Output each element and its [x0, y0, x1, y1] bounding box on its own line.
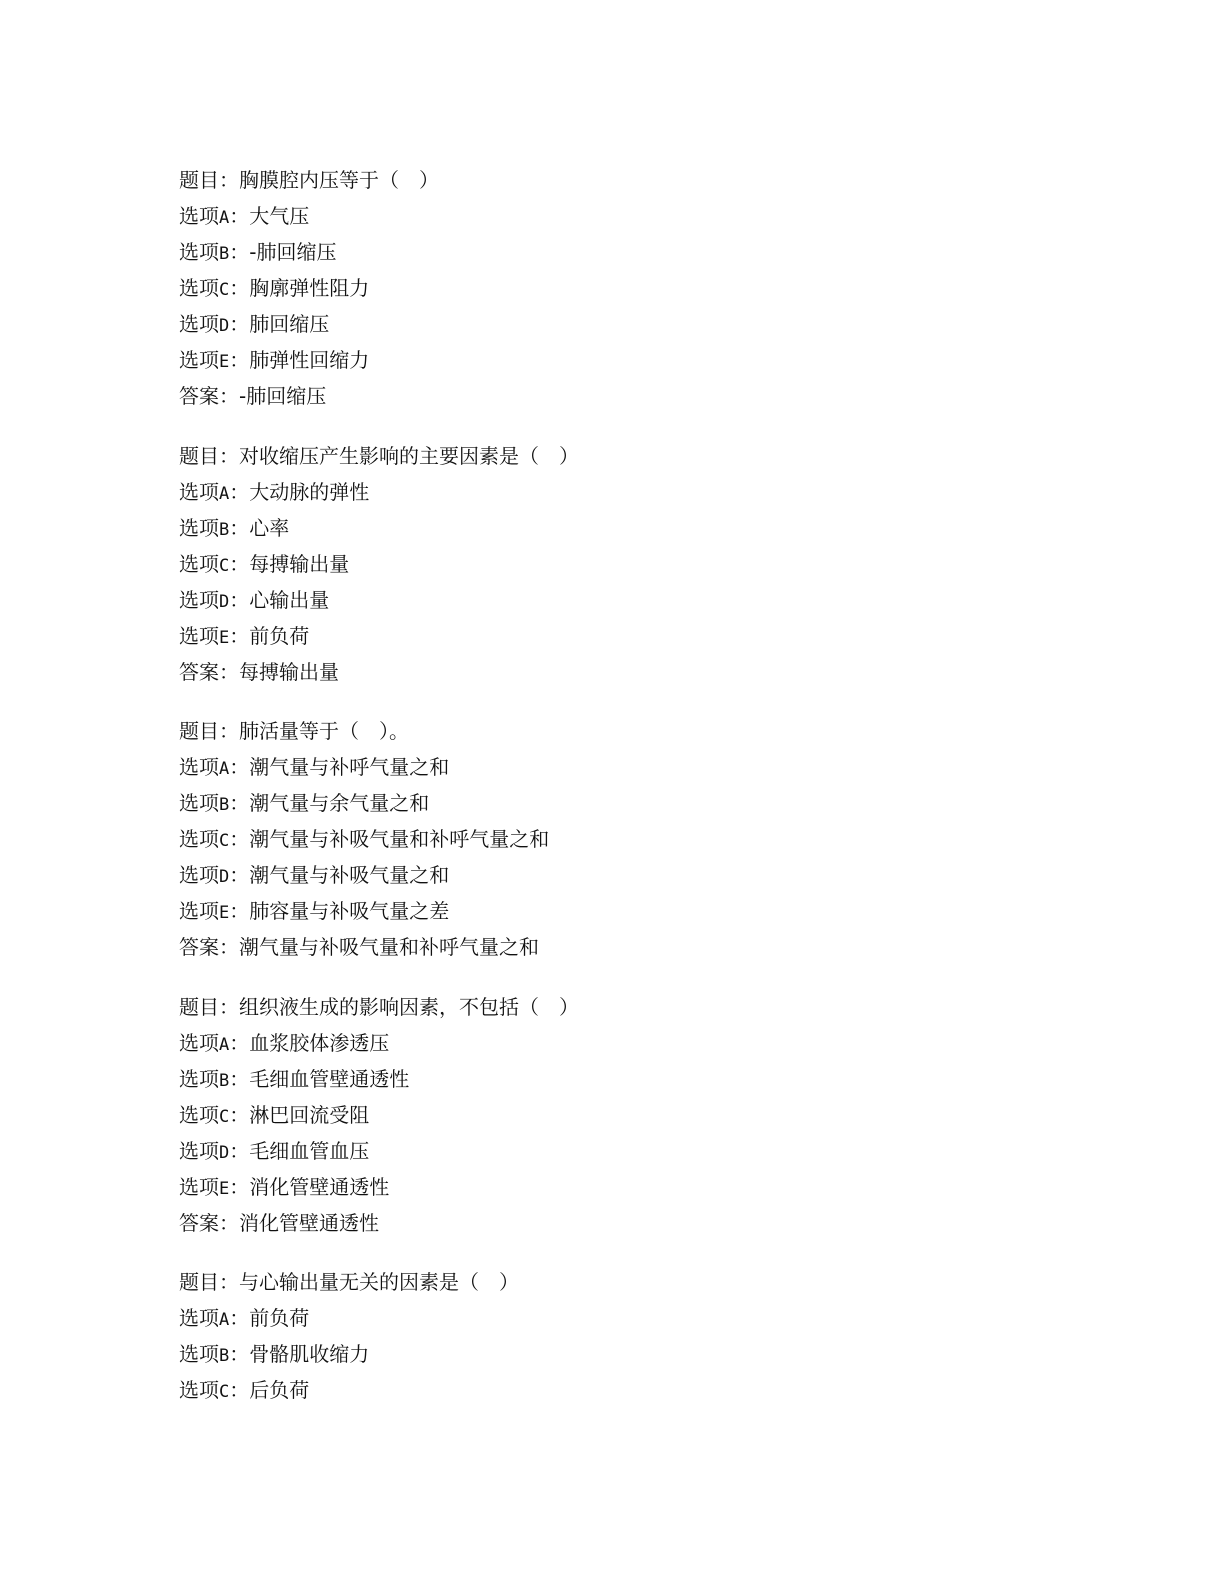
option-line — [179, 234, 1159, 270]
question-text: 肺活量等于（ ）。 — [239, 719, 409, 743]
answer-line — [179, 654, 1159, 690]
option-line — [179, 1169, 1159, 1205]
option-line — [179, 342, 1159, 378]
option-prefix: 选项 — [179, 240, 219, 264]
question-label: 题目： — [179, 719, 239, 743]
question-block — [179, 438, 1159, 690]
option-text: 潮气量与补吸气量之和 — [249, 863, 450, 887]
option-text: 淋巴回流受阻 — [249, 1102, 370, 1127]
option-text: 毛细血管血压 — [249, 1138, 370, 1163]
option-sep: ： — [229, 1306, 250, 1330]
option-letter: D — [219, 591, 230, 612]
option-text: 大动脉的弹性 — [249, 479, 370, 504]
option-line — [179, 582, 1159, 618]
option-sep: ： — [229, 587, 250, 612]
answer-text: 消化管壁通透性 — [239, 1210, 379, 1235]
question-label: 题目： — [179, 1270, 239, 1294]
question-label: 题目： — [179, 443, 239, 468]
option-prefix: 选项 — [179, 312, 219, 336]
option-letter: A — [219, 208, 230, 228]
option-sep: ： — [229, 899, 250, 923]
option-prefix: 选项 — [179, 551, 219, 576]
question-stem — [179, 989, 1159, 1025]
option-prefix: 选项 — [179, 1030, 219, 1055]
answer-line — [179, 378, 1159, 414]
answer-text: 每搏输出量 — [239, 659, 339, 684]
option-prefix: 选项 — [179, 863, 219, 887]
option-sep: ： — [229, 1102, 250, 1127]
option-text: 消化管壁通透性 — [249, 1174, 390, 1199]
option-prefix: 选项 — [179, 515, 219, 540]
option-sep: ： — [229, 791, 250, 815]
option-letter: C — [219, 555, 230, 576]
option-sep: ： — [229, 1342, 250, 1366]
option-letter: A — [219, 759, 230, 779]
question-block — [179, 989, 1159, 1241]
option-text: 潮气量与余气量之和 — [249, 791, 430, 815]
option-prefix: 选项 — [179, 587, 219, 612]
option-text: 胸廓弹性阻力 — [249, 276, 370, 300]
option-letter: D — [219, 316, 230, 336]
option-letter: D — [219, 1142, 230, 1163]
question-stem — [179, 713, 1159, 749]
option-prefix: 选项 — [179, 827, 219, 851]
question-stem — [179, 1264, 1159, 1300]
option-text: 毛细血管壁通透性 — [249, 1066, 410, 1091]
option-text: 血浆胶体渗透压 — [249, 1030, 390, 1055]
question-text: 胸膜腔内压等于（ ） — [239, 168, 439, 192]
option-letter: C — [219, 1382, 230, 1402]
option-sep: ： — [229, 1030, 250, 1055]
option-prefix: 选项 — [179, 623, 219, 648]
option-line — [179, 1061, 1159, 1097]
option-prefix: 选项 — [179, 1342, 219, 1366]
option-prefix: 选项 — [179, 1066, 219, 1091]
option-line — [179, 198, 1159, 234]
option-prefix: 选项 — [179, 1378, 219, 1402]
answer-line — [179, 1205, 1159, 1241]
option-line — [179, 749, 1159, 785]
question-text: 组织液生成的影响因素，不包括（ ） — [239, 994, 579, 1019]
option-line — [179, 618, 1159, 654]
option-text: 肺容量与补吸气量之差 — [249, 899, 450, 923]
option-line — [179, 1097, 1159, 1133]
option-letter: E — [219, 1178, 230, 1199]
option-sep: ： — [229, 1174, 250, 1199]
option-line — [179, 474, 1159, 510]
option-text: 心率 — [249, 515, 290, 540]
option-line — [179, 1025, 1159, 1061]
option-text: 后负荷 — [249, 1378, 310, 1402]
option-sep: ： — [229, 827, 250, 851]
answer-label: 答案： — [179, 384, 239, 408]
option-prefix: 选项 — [179, 348, 219, 372]
option-text: 肺回缩压 — [249, 312, 330, 336]
option-text: -肺回缩压 — [249, 240, 337, 264]
question-stem — [179, 438, 1159, 474]
question-block — [179, 713, 1159, 965]
option-text: 潮气量与补呼气量之和 — [249, 755, 450, 779]
question-text: 与心输出量无关的因素是（ ） — [239, 1270, 519, 1294]
option-letter: B — [219, 1346, 230, 1366]
option-text: 心输出量 — [249, 587, 330, 612]
question-text: 对收缩压产生影响的主要因素是（ ） — [239, 443, 579, 468]
option-line — [179, 1336, 1159, 1372]
option-sep: ： — [229, 240, 250, 264]
option-text: 大气压 — [249, 204, 310, 228]
option-letter: B — [219, 1070, 230, 1091]
option-prefix: 选项 — [179, 276, 219, 300]
question-stem — [179, 162, 1159, 198]
option-sep: ： — [229, 1378, 250, 1402]
option-letter: E — [219, 627, 230, 648]
option-letter: C — [219, 1106, 230, 1127]
option-sep: ： — [229, 863, 250, 887]
option-sep: ： — [229, 479, 250, 504]
option-sep: ： — [229, 276, 250, 300]
option-letter: A — [219, 483, 230, 504]
option-text: 前负荷 — [249, 1306, 310, 1330]
option-line — [179, 270, 1159, 306]
option-line — [179, 1133, 1159, 1169]
option-prefix: 选项 — [179, 204, 219, 228]
document-page — [179, 162, 1159, 1432]
option-prefix: 选项 — [179, 1306, 219, 1330]
answer-label: 答案： — [179, 1210, 239, 1235]
option-text: 肺弹性回缩力 — [249, 348, 370, 372]
option-text: 前负荷 — [249, 623, 310, 648]
option-line — [179, 546, 1159, 582]
option-line — [179, 510, 1159, 546]
answer-label: 答案： — [179, 659, 239, 684]
answer-text: 潮气量与补吸气量和补呼气量之和 — [239, 935, 539, 959]
option-letter: A — [219, 1310, 230, 1330]
option-sep: ： — [229, 348, 250, 372]
option-prefix: 选项 — [179, 1102, 219, 1127]
option-prefix: 选项 — [179, 1174, 219, 1199]
option-line — [179, 1300, 1159, 1336]
option-line — [179, 857, 1159, 893]
option-letter: E — [219, 903, 230, 923]
option-letter: E — [219, 352, 230, 372]
option-line — [179, 306, 1159, 342]
option-sep: ： — [229, 551, 250, 576]
question-block — [179, 1264, 1159, 1408]
option-line — [179, 821, 1159, 857]
option-prefix: 选项 — [179, 1138, 219, 1163]
question-label: 题目： — [179, 994, 239, 1019]
option-sep: ： — [229, 755, 250, 779]
option-letter: B — [219, 519, 230, 540]
option-sep: ： — [229, 204, 250, 228]
option-letter: B — [219, 795, 230, 815]
option-letter: B — [219, 244, 230, 264]
option-letter: A — [219, 1034, 230, 1055]
option-sep: ： — [229, 312, 250, 336]
option-line — [179, 893, 1159, 929]
option-letter: C — [219, 831, 230, 851]
option-line — [179, 785, 1159, 821]
option-sep: ： — [229, 623, 250, 648]
question-label: 题目： — [179, 168, 239, 192]
option-sep: ： — [229, 1066, 250, 1091]
option-text: 每搏输出量 — [249, 551, 350, 576]
answer-label: 答案： — [179, 935, 239, 959]
option-text: 骨骼肌收缩力 — [249, 1342, 370, 1366]
answer-text: -肺回缩压 — [239, 384, 327, 408]
option-prefix: 选项 — [179, 899, 219, 923]
option-text: 潮气量与补吸气量和补呼气量之和 — [249, 827, 550, 851]
option-sep: ： — [229, 515, 250, 540]
option-sep: ： — [229, 1138, 250, 1163]
option-letter: C — [219, 280, 230, 300]
answer-line — [179, 929, 1159, 965]
option-prefix: 选项 — [179, 479, 219, 504]
option-letter: D — [219, 867, 230, 887]
question-block — [179, 162, 1159, 414]
option-prefix: 选项 — [179, 755, 219, 779]
option-prefix: 选项 — [179, 791, 219, 815]
option-line — [179, 1372, 1159, 1408]
